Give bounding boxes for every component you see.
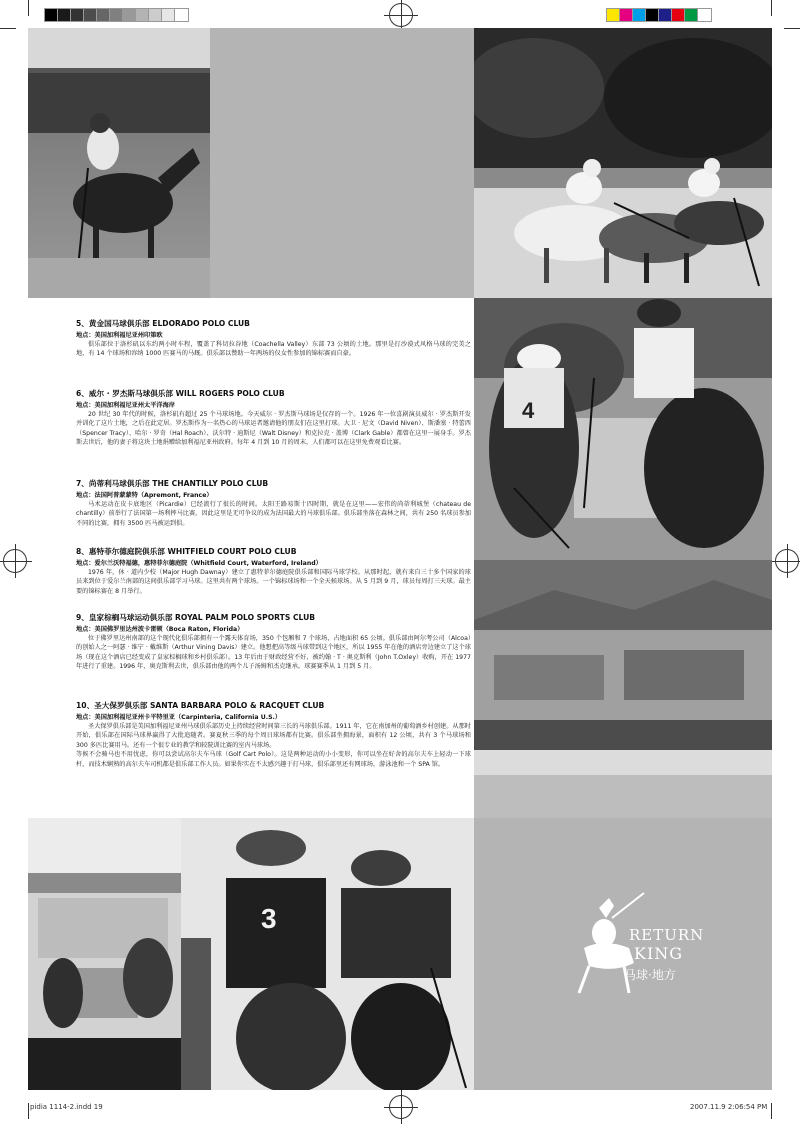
club-description: 20 世纪 30 年代的时候，洛杉矶有超过 25 个马球场地。今天威尔 · 罗杰斯马球场是仅存的一个。1926 年一位喜剧演员威尔 · 罗杰斯开发并训化了这片土地，之后在此定居。罗杰斯作为一名热心的马球运者邀请他的朋友们在这里打球。大卫 · 尼文（David Niven）、斯潘塞 · 特蕾西（Spencer Tracy）、哈尔 · 罗奇（Hal Roach）、沃尔特 · 迪斯尼（Walt Disney）和克拉克 · 盖博（Clark Gable）都曾在这里一展身手。罗杰斯去世后，他的妻子将这块土地捐赠给加利福尼亚州政府。每年 4 月到 10 月的周末，人们都可以在这里免费观看比赛。: [76, 411, 471, 447]
club-location: 地点：法国阿普蒙蒙特（Apremont, France）: [76, 492, 213, 499]
club-location: 地点：爱尔兰沃特福德，惠特菲尔德庭院（Whitfield Court, Waterford, Ireland）: [76, 560, 322, 567]
club-location: 地点：美国加利福尼亚州太平洋海岸: [76, 402, 175, 409]
gray-swatch: [174, 8, 189, 22]
crop-mark: [784, 28, 800, 29]
crop-mark: [0, 28, 16, 29]
photo-resort-pool: [28, 818, 181, 1090]
club-description: 位于佛罗里达州南部的这个现代化俱乐部拥有一个露天体育场，350 个包厢和 7 个球场，占地面积 65 公顷。俱乐部由阿尔考公司（Alcoa）的创始人之一阿瑟 · 维宁 · 戴维斯（Arthur Vining Davis）建立。他想把高等级马球带到这个地区，所以 1955 年在他的酒店旁边建立了这个球场（现在这个酒店已经变成了皇家棕榈球和乡村俱乐部）。13 年后由于财政经营不好，被约翰 · T · 奥克斯利（John T.Oxley）收购，开在 1977 年进行了重建。1996 年，奥克斯利去世，俱乐部由他的两个儿子汤姆和杰克继承。球赛赛季从 1 月到 5 月。: [76, 635, 471, 671]
club-title: 8、惠特菲尔德庭院俱乐部 WHITFIELD COURT POLO CLUB: [76, 547, 297, 556]
club-title: 9、皇家棕榈马球运动俱乐部 ROYAL PALM POLO SPORTS CLUB: [76, 613, 316, 622]
club-location: 地点：美国佛罗里达州波卡雷顿（Boca Raton, Florida）: [76, 626, 244, 633]
club-title: 10、圣大保罗俱乐部 SANTA BARBARA POLO & RACQUET CLUB: [76, 701, 325, 710]
file-slug: pidia 1114-2.indd 19: [30, 1103, 103, 1111]
crop-mark: [28, 1103, 29, 1119]
club-location: 地点：美国加利福尼亚州卡平特里亚（Carpinteria, California U.S.）: [76, 714, 282, 721]
color-swatch: [697, 8, 712, 22]
club-entry: [76, 318, 471, 359]
print-timestamp: 2007.11.9 2:06:54 PM: [690, 1103, 768, 1111]
club-title: 5、黄金国马球俱乐部 ELDORADO POLO CLUB: [76, 319, 250, 328]
crop-mark: [28, 0, 29, 16]
club-entry: [76, 388, 471, 448]
logo-return: RETURN: [629, 926, 705, 944]
logo-subtitle: 马球·地方: [624, 968, 676, 982]
grey-panel-top: [210, 28, 474, 298]
registration-mark-top: [389, 3, 413, 27]
club-entry: [76, 612, 471, 672]
club-description: 圣大保罗俱乐部是美国加利福尼亚州马球俱乐部历史上持续经营时间第三长的马球俱乐部。1911 年，它在南加州的葡萄酒乡村创建。从那时开始，俱乐部在国际马球界赢得了大批追随者。赛夏秋三季的每个周日球场都有比赛。俱乐部坐拥海景，面积有 12 公顷，共有 3 个马球场和 300 多匹比赛用马。还有一个很专业的教学和较院训比赛的室内马球场。 等候不会骑马也不用忧虑，你可以尝试高尔夫车马球（Golf Cart Polo）。这是两种运动的小小变形，你可以坐在好舍的高尔夫车上轻动一下球杆，而技术娴熟的高尔夫车司机都是俱乐部工作人员。如果你实在不太感兴趣于打马球，俱乐部里还有网球场，游泳池和一个 SPA 馆。: [76, 723, 471, 768]
club-entry: [76, 700, 471, 769]
crop-mark: [771, 0, 772, 16]
photo-vintage-polo-player: [28, 28, 210, 298]
club-description: 马术运动在皮卡底地区（Picardie）已经流行了很长的时间。太阳王路易斯十四时期，就是在这里——宏伟的尚蒂利城堡（chateau de chantilly）前举行了法国第一场利摔马比赛，因此这里是无可争议的成为法国最大的马球俱乐部。俱乐部坐落在森林之间，共有 250 名球员参加不同的比赛，拥有 3500 匹马被运到俱。: [76, 501, 471, 527]
club-title: 6、威尔 · 罗杰斯马球俱乐部 WILL ROGERS POLO CLUB: [76, 389, 285, 398]
logo-chinese-mark: 盎: [612, 946, 625, 960]
svg-text:4: 4: [522, 398, 535, 423]
club-entry: [76, 546, 471, 596]
grey-panel-logo: [474, 818, 772, 1090]
photo-aerial-club-grounds: [474, 560, 772, 818]
club-entry: [76, 478, 471, 528]
crop-mark: [771, 1103, 772, 1119]
photo-polo-match-gallop: [474, 28, 772, 298]
club-description: 1976 年，休 · 道内少校（Major Hugh Dawnay）建立了惠特菲尔德庭院俱乐部和国际马球学校。从那时起，就有来自三十多个国家的球员来到位于爱尔兰南部的这间俱乐部学习马球。这里共有两个球场。一个锦标球场和一个全天候球场。从 5 月到 9 月，球员每周打三天球。最主要的锦标赛在 8 月举行。: [76, 569, 471, 595]
svg-text:3: 3: [261, 903, 277, 934]
photo-polo-players-closeup: [474, 298, 772, 560]
club-description: 俱乐部位于洛杉矶以东约两小时车程，覆盖了科切拉谷地（Coachella Valley）东部 73 公顷的土地。那里是打沙漠式风格马球的完美之地，有 14 个球场和容纳 1000 匹赛马的马厩。俱乐部以赞助一年两场的仅女性参加的锦标赛而自豪。: [76, 341, 471, 358]
registration-mark-bottom: [389, 1095, 413, 1119]
club-title: 7、尚蒂利马球俱乐部 THE CHANTILLY POLO CLUB: [76, 479, 269, 488]
registration-mark-left: [3, 549, 27, 573]
registration-mark-right: [775, 549, 799, 573]
club-location: 地点：美国加利福尼亚州印第欧: [76, 332, 163, 339]
photo-polo-players-horses: [181, 818, 474, 1090]
logo-king: KING: [634, 944, 684, 963]
